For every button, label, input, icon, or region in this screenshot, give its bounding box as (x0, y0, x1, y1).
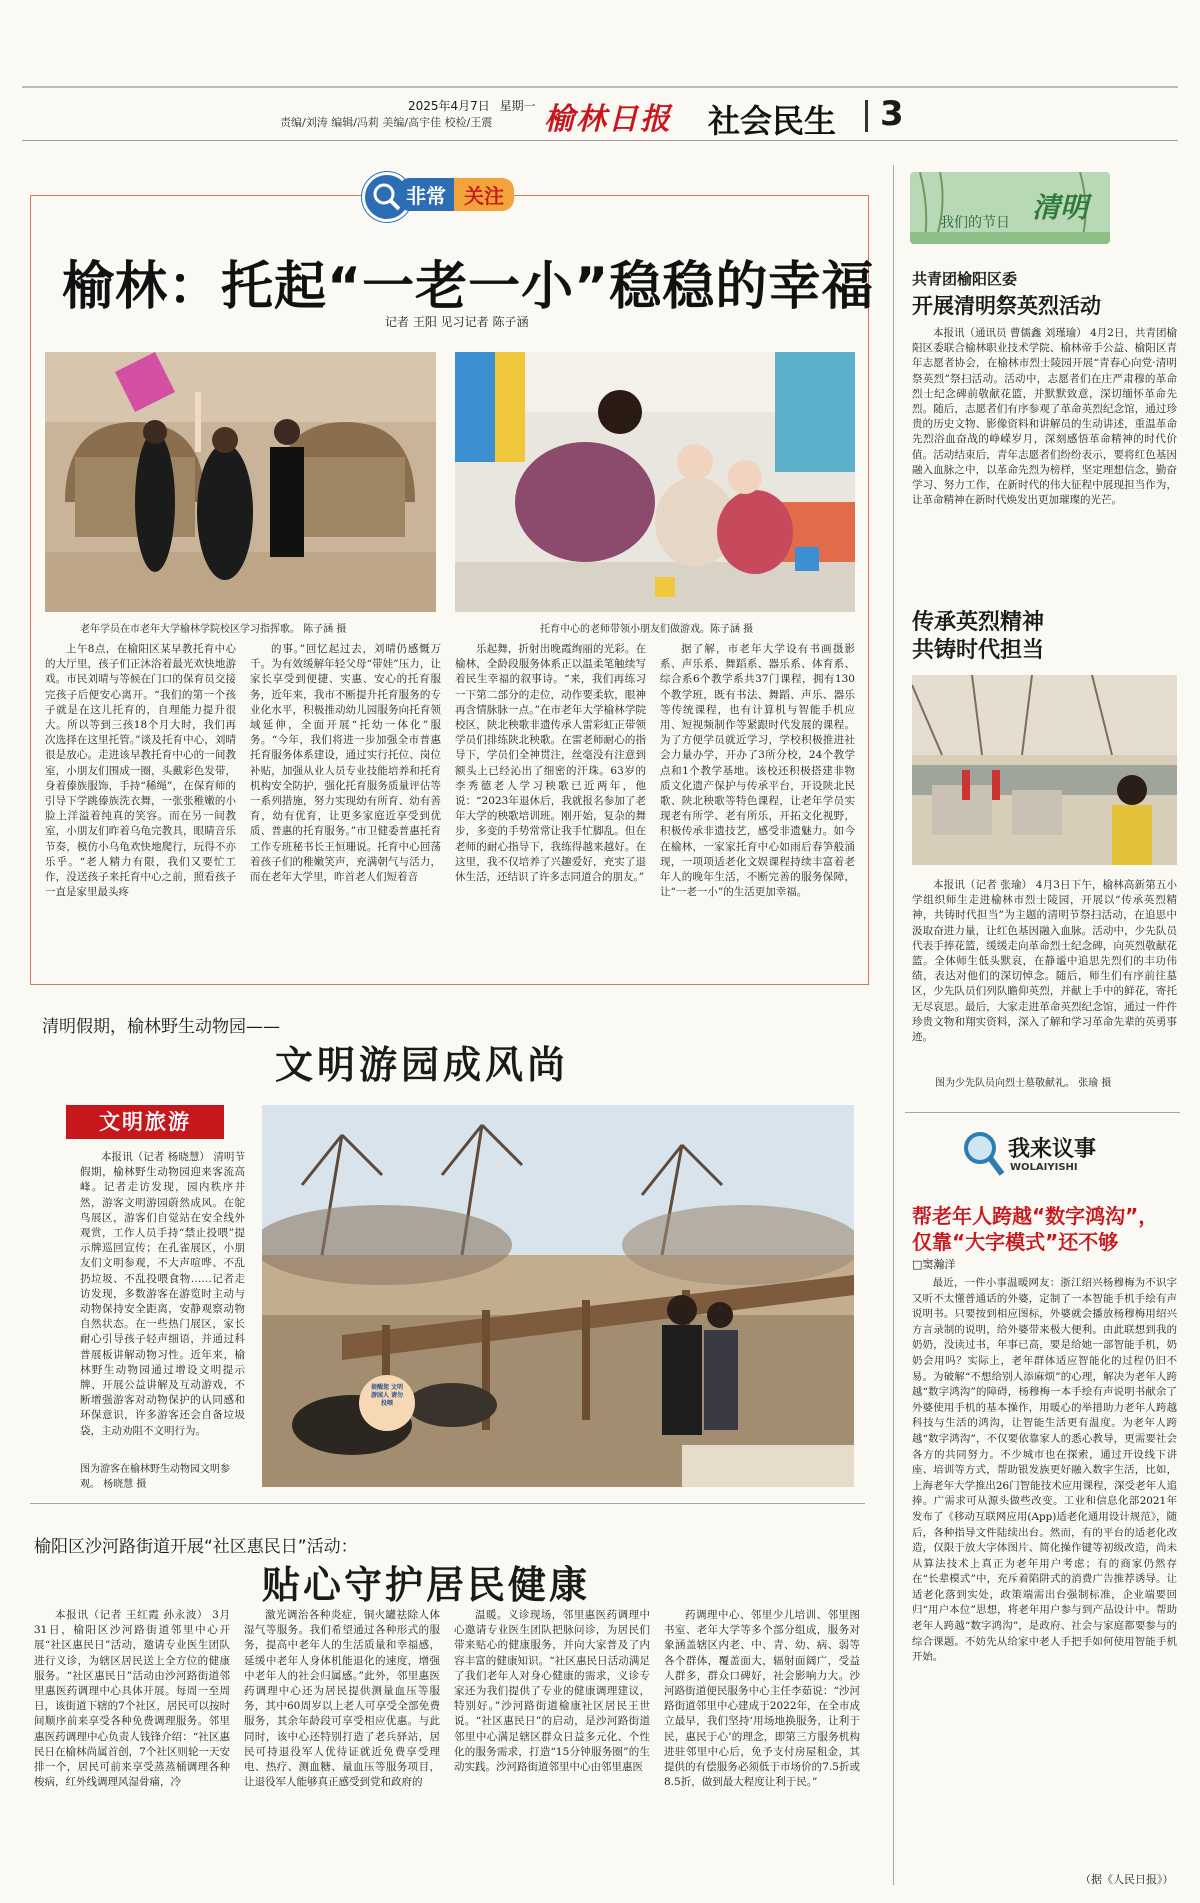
opinion-body-text: 最近，一件小事温暖网友：浙江绍兴杨穆梅为不识字又听不太懂普通话的外婆，定制了一本智能手机手绘有声说明书。只要按到相应图标，外婆就会播放杨穆梅用绍兴方言录制的说明，给外婆带来极大便利。由此联想到我的奶奶，没读过书，年事已高，要是给她一部智能手机，奶奶会用吗？实际上，老年群体适应智能化的过程仍旧不易。为破解“不想给别人添麻烦”的心理，解决为老年人跨越“数字鸿沟”的障碍，杨穆梅一本手绘有声说明书献余了外婆使用手机的基本操作，用暖心的举措助力老年人跨越科技与生活的鸿沟，让智能生活更有温度。为老年人跨越“数字鸿沟”，不仅要依靠家人的悉心教导，更需要社会各方的共同努力。不少城市也在探索，通过开设线下讲座、培训等方式，帮助银发族更好融入数字生活，比如，上海老年大学推出26门智能技术应用课程，深受老年人追捧。广需求可从源头做些改变。工业和信息化部2021年发布了《移动互联网应用(App)适老化通用设计规范》，随后，各种指导文件陆续出台。然而，有的平台的适老化改造，仅限于放大字体图片、简化操作键等初级改造，尚未从算法技术上真正为老年用户考虑；有的商家仍然存在“长辈模式”中，充斥着陷阱式的消费广告推荐诱导。让适老化落到实处，政策端需出台强制标准，企业端要回归“用户本位”思想，将老年用户参与到产品设计中。帮助老年人跨越“数字鸿沟”，是政府、社会与家庭都要参与的综合课题。不妨先从给家中老人手把手如何使用智能手机开始。 (912, 1277, 1177, 1664)
opinion-body (912, 1276, 1177, 1866)
community-col2-text: 激光调治各种炎症，铜火罐祛除人体湿气等服务。我们希望通过各种形式的服务，提高中老年人的生活质量和幸福感，延缓中老年人身体机能退化的速度，增强中老年人的社会归属感。”此外，邻里惠医药调理中心还为居民提供测量血压等服务，其中60周岁以上老人可享受全部免费服务，其余年龄段可享受相应优惠。与此同时，该中心还特别打造了老兵驿站，居民可持退役军人优待证就近免费享受理电、热疗、测血糖、量血压等服务项目，让退役军人能够真正感受到党和政府的 (244, 1609, 440, 1789)
opinion-headline-1: 帮老年人跨越“数字鸿沟”， (912, 1204, 1159, 1228)
mid-divider (30, 1503, 865, 1504)
zoo-headline: 文明游园成风尚 (275, 1042, 570, 1087)
right-divider-1 (905, 1112, 1180, 1113)
story2-body (912, 878, 1177, 1066)
story1-body-text: 本报讯（通讯员 曹儒鑫 刘瑾瑜） 4月2日，共青团榆阳区委联合榆林职业技术学院、榆林帝手公益、榆阳区青年志愿者协会，在榆林市烈士陵园开展“青春心向党·清明祭英烈”祭扫活动。活动中，志愿者们在庄严肃穆的革命烈士纪念碑前敬献花篮，并默默致意，深切缅怀革命先烈。随后，志愿者们有序参观了革命英烈纪念馆，通过珍贵的历史文物、影像资料和讲解员的生动讲述，重温革命先烈浴血奋战的峥嵘岁月，深刻感悟革命精神的时代价值。活动结束后，青年志愿者们纷纷表示，要将红色基因融入血脉之中，以革命先烈为榜样，坚定理想信念，勤奋学习、努力工作，在新时代的伟大征程中展现担当作为，让革命精神在新时代焕发出更加璀璨的光芒。 (912, 327, 1177, 507)
story1-kicker: 共青团榆阳区委 (912, 270, 1018, 288)
community-col1-text: 本报讯（记者 王红霞 孙永波） 3月31日，榆阳区沙河路街道邻里中心开展“社区惠民日”活动，邀请专业医生团队进行义诊，为辖区居民送上全方位的健康服务。“社区惠民日”活动由沙河路街道邻里惠医药调理中心具体开展。每周一至周日，该街道下辖的7个社区，居民可以按时间顺序前来享受各种免费调理服务。邻里惠医药调理中心负责人钱锋介绍：“社区惠民日在榆林尚属首创，7个社区则轮一天安排一个，居民可前来享受蒸蒸桶调理各种梭病，红外线调理风湿骨痛，冷 (34, 1609, 230, 1789)
opinion-source: （据《人民日报》） (1080, 1873, 1174, 1886)
feature-col-4 (660, 642, 855, 972)
opinion-column-badge (958, 1126, 1138, 1184)
photo-seniors-dance (45, 352, 436, 612)
photo1-caption: 老年学员在市老年大学榆林学院校区学习指挥歌。 陈子涵 摄 (80, 624, 347, 635)
feature-col4-text: 据了解，市老年大学设有书画摄影系、声乐系、舞蹈系、器乐系、体育系、综合系6个教学系共37门课程，拥有130个教学班，既有书法、舞蹈、声乐、器乐等传统课程，也有计算机与智能手机应用、短视频制作等紧跟时代发展的课程。为了方便学员就近学习，学校积极推进社会力量办学，开办了3所分校，24个教学点和1个教学基地。该校还积极搭建非物质文化遗产保护与传承平台，开设陕北民歌、陕北秧歌等特色课程，让老年学员实现老有所学、老有所乐，开拓文化视野，积极传承非遗技艺，感受非遗魅力。如今在榆林，一家家托育中心如雨后春笋般涌现，一项项适老化文娱课程持续丰富着老年人的晚年生活，不断完善的服务保障，让“一老一小”的生活更加幸福。 (660, 643, 855, 899)
zoo-tag: 文明旅游 (66, 1105, 224, 1139)
story2-headline-1: 传承英烈精神 (912, 610, 1045, 635)
zoo-kicker: 清明假期，榆林野生动物园—— (42, 1017, 280, 1037)
page-number: 3 (880, 94, 904, 134)
masthead-logo: 榆林日报 (544, 102, 672, 137)
community-col3-text: 温暖。义诊现场，邻里惠医药调理中心邀请专业医生团队把脉问诊，为居民们带来贴心的健康服务，并向大家普及了内容丰富的健康知识。“社区惠民日活动满足了我们老年人对身心健康的需求，义诊专家还为我们提供了专业的健康调理建议，特别好。”沙河路街道榆康社区居民王世说。“社区惠民日”的启动，是沙河路街道邻里中心满足辖区群众日益多元化、个性化的服务需求，打造“15分钟服务圈”的生动实践。沙河路街道邻里中心由邻里惠医 (454, 1609, 650, 1774)
zoo-sign-text: 提醒您 文明游园人 请勿投喂 (370, 1384, 404, 1407)
date-text: 2025年4月7日 (408, 99, 490, 113)
community-col-1 (34, 1608, 230, 1888)
opinion-author: □窦瀚洋 (912, 1258, 956, 1271)
feature-col3-text: 乐起舞，折射出晚霞绚丽的光彩。在榆林，全龄段服务体系正以温柔笔触续写着民生幸福的叙事诗。“来，我们再练习一下第二部分的走位，动作要柔软，眼神再含情脉脉一点。”在市老年大学榆林学院校区，陕北秧歌非遗传承人雷彩虹正带领学员们排练陕北秧歌。在雷老师耐心的指导下，学员们全神贯注，丝毫没有注意到额头上已经沁出了细密的汗珠。63岁的李秀德老人学习秧歌已近两年，他说：“2023年退休后，我就报名参加了老年大学的秧歌培训班。刚开始，复杂的舞步，多变的手势常常让我手忙脚乱。但在老师的耐心指导下，我练得越来越好。在这里，我不仅培养了兴趣爱好，充实了退休生活，还结识了许多志同道合的朋友。” (455, 643, 646, 884)
feature-col-2 (250, 642, 441, 972)
feature-col-1 (45, 642, 236, 972)
community-col-4 (664, 1608, 860, 1888)
magnifier-icon (958, 1126, 1008, 1184)
header-top-rule (22, 86, 1178, 88)
story1-headline: 开展清明祭英烈活动 (912, 294, 1101, 318)
feature-col1-text: 上午8点，在榆阳区某早教托育中心的大厅里，孩子们正沐浴着最光欢快地游戏。市民刘晴与等候在门口的保育员交接完孩子后便安心离开。“我们的第一个孩子就是在这儿托育的，自理能力提升很大。所以等到三孩18个月大时，我们再次选择在这里托管。”谈及托育中心，刘晴很是放心。走进该早教托育中心的一间教室，小朋友们围成一圈，头戴彩色发带，身着傣族服饰，手持“稀绳”，在保育师的引导下学跳傣族洗衣舞，一张张稚嫩的小脸上洋溢着纯真的笑容。而在另一间教室，小朋友们昨着乌龟完教具，眼睛音乐节奏，模仿小乌龟欢快地爬行，玩得不亦乐乎。“老人精力有限，我们又要忙工作，没送孩子来托育中心之前，照看孩子一直是家里最头疼 (45, 643, 236, 899)
opinion-headline-2: 仅靠“大字模式”还不够 (912, 1230, 1119, 1254)
feature-byline: 记者 王阳 见习记者 陈子涵 (385, 315, 529, 329)
header-bottom-rule (22, 140, 1178, 141)
community-col-2 (244, 1608, 440, 1888)
photo-zoo (262, 1105, 854, 1487)
community-kicker: 榆阳区沙河路街道开展“社区惠民日”活动： (34, 1537, 358, 1557)
section-title: 社会民生 (708, 102, 837, 140)
weekday-text: 星期一 (499, 99, 536, 113)
story2-body-text: 本报讯（记者 张瑜） 4月3日下午，榆林高新第五小学组织师生走进榆林市烈士陵园，开展以“传承英烈精神，共铸时代担当”为主题的清明节祭扫活动，在追思中汲取奋进力量，让红色基因融入血脉。活动中，少先队员代表手捧花篮，缓缓走向革命烈士纪念碑，向英烈敬献花篮。全体师生低头默哀，在静谧中追思先烈们的丰功伟绩，表达对他们的深切悼念。随后，师生们有序前往墓区，少先队员们列队瞻仰英烈，并献上手中的鲜花，寄托无尽哀思。最后，大家走进革命英烈纪念馆，通过一件件珍贵文物和翔实资料，深入了解和学习革命先辈的英勇事迹。 (912, 879, 1177, 1044)
photo2-caption: 托育中心的老师带领小朋友们做游戏。陈子涵 摄 (540, 624, 754, 635)
badge-suffix: 关注 (454, 178, 514, 211)
zoo-body-text: 本报讯（记者 杨晓慧） 清明节假期，榆林野生动物园迎来客流高峰。记者走访发现，园内秩序井然，游客文明游园蔚然成风。在鸵鸟展区，游客们自觉站在安全线外观赏，工作人员手持“禁止投喂”提示牌巡回宣传；在孔雀展区，小朋友们文明参观，不大声喧哗、不乱扔垃圾、不乱投喂食物……记者走访发现，多数游客在游览时主动与动物保持安全距离，安静观察动物自然状态。在一些热门展区，家长耐心引导孩子轻声细语，并通过科普展板讲解动物习性。近年来，榆林野生动物园通过增设文明提示牌、开展公益讲解及互动游戏，不断增强游客对动物保护的认同感和环保意识，许多游客还会自备垃圾袋，主动劝阻不文明行为。 (80, 1151, 245, 1437)
story2-caption: 图为少先队员向烈士墓敬献礼。 张瑜 摄 (935, 1078, 1112, 1089)
issue-date (408, 97, 536, 114)
banner-word: 清明 (1032, 191, 1089, 224)
feature-badge (362, 170, 550, 222)
staff-line: 责编/刘涛 编辑/冯莉 美编/高宇佳 校检/王震 (280, 116, 493, 129)
community-col4-text: 药调理中心、邻里少儿培训、邻里图书室、老年大学等多个部分组成，服务对象涵盖辖区内老、中、青、幼、病、弱等各个群体，覆盖面大，辐射面阔广，受益人群多，群众口碑好，社会影响力大。沙河路街道便民服务中心主任李茹说：“沙河路街道邻里中心建成于2022年，在全市成立最早，我们坚持‘用场地换服务，让利于民，惠民于心’的理念，即第三方服务机构进驻邻里中心后，免予支付房屋租金，其提供的有偿服务必须低于市场价的7.5折或8.5折，做到最大程度让利于民。” (664, 1609, 860, 1789)
banner-label: 我们的节日 (940, 215, 1010, 231)
photo-kids-play (455, 352, 855, 612)
zoo-caption: 图为游客在榆林野生动物园文明参观。 杨晓慧 摄 (80, 1464, 230, 1490)
story1-body (912, 326, 1177, 566)
feature-headline: 榆林：托起“一老一小”稳稳的幸福 (62, 257, 875, 317)
badge-prefix: 非常 (398, 178, 454, 211)
feature-col2-text: 的事。”回忆起过去，刘晴仍感慨万千。为有效缓解年轻父母“带娃”压力，让家长享受到便捷、实惠、安心的托育服务，近年来，我市不断提升托育服务的专业化水平，积极推动幼儿园服务向托育领域延伸，全面开展“托幼一体化”服务。“今年，我们将进一步加强全市普惠托育服务体系建设，通过实行托位、岗位补贴，加强从业人员专业技能培养和托育机构安全防护，强化托育服务质量评估等一系列措施，努力实现幼有所育、幼有善育，幼有优育，让更多家庭近享受到优质、普惠的托育服务。”市卫健委普惠托育工作专班秘书长王恒珊说。托育中心回荡着孩子们的稚嫩笑声，充满朝气与活力，而在老年大学里，昨首老人们短着音 (250, 643, 441, 884)
feature-col-3 (455, 642, 646, 972)
zoo-body (80, 1150, 245, 1460)
photo-cemetery (912, 675, 1177, 865)
story2-headline-2: 共铸时代担当 (912, 638, 1045, 663)
community-col-3 (454, 1608, 650, 1888)
opinion-column-pinyin: WOLAIYISHI (1010, 1162, 1078, 1173)
section-divider (865, 100, 868, 132)
vertical-column-divider (893, 165, 894, 1885)
opinion-column-name: 我来议事 (1008, 1137, 1097, 1162)
community-headline: 贴心守护居民健康 (262, 1562, 591, 1607)
qingming-banner (910, 172, 1110, 244)
